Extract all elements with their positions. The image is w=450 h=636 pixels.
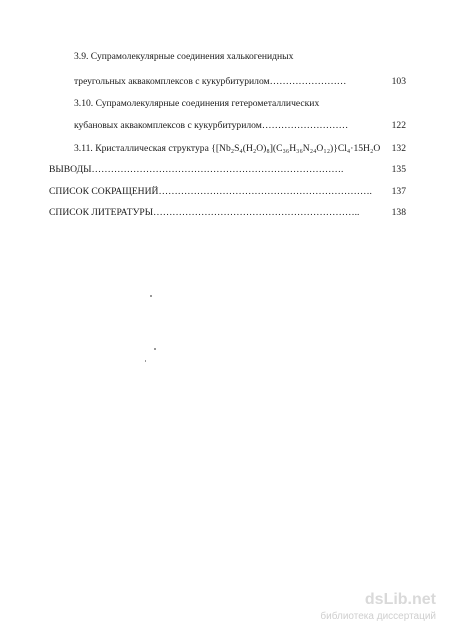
- toc-page-literatury: 138: [391, 207, 406, 218]
- leader-dots: …………………………………………………………………….: [91, 164, 344, 175]
- toc-entry-sokrashcheniy: [49, 186, 372, 198]
- leader-dots: ………………………………………………………….: [158, 186, 372, 197]
- scan-speck: [145, 360, 146, 362]
- toc-entry-3-10-line2: [74, 120, 348, 132]
- toc-entry-3-10-text: кубановых аквакомплексов с кукурбитурилом: [74, 120, 262, 131]
- leader-dots: ………………………: [261, 120, 349, 131]
- watermark: [316, 589, 444, 629]
- toc-entry-3-9-line1: 3.9. Супрамолекулярные соединения халькогенидных: [74, 51, 294, 62]
- leader-dots: ………………………………………………………..: [153, 207, 360, 218]
- toc-page-3-9: 103: [391, 76, 406, 87]
- toc-entry-vyvody-label: ВЫВОДЫ: [49, 164, 92, 175]
- toc-page-vyvody: 135: [391, 164, 406, 175]
- scan-speck: [150, 295, 152, 297]
- toc-page-sokrashcheniy: 137: [391, 186, 406, 197]
- toc-entry-vyvody: [49, 164, 343, 176]
- toc-entry-literatury: [49, 207, 359, 219]
- toc-entry-literatury-label: СПИСОК ЛИТЕРАТУРЫ: [49, 207, 154, 218]
- scan-speck: [154, 348, 156, 350]
- leader-dots: ……………………: [269, 76, 347, 87]
- toc-entry-sokrashcheniy-label: СПИСОК СОКРАЩЕНИЙ: [49, 186, 159, 197]
- toc-entry-3-10-line1: 3.10. Супрамолекулярные соединения гетерометаллических: [74, 98, 320, 109]
- toc-entry-3-9-text: треугольных аквакомплексов с кукурбитурилом: [74, 76, 270, 87]
- watermark-logo: dsLib.net: [364, 591, 436, 608]
- toc-page-3-10: 122: [391, 120, 406, 131]
- watermark-tagline: библиотека диссертаций: [320, 611, 436, 622]
- toc-entry-3-11: 3.11. Кристаллическая структура {[Nb₂S₄(H₂O)₈](C₃₆H₃₆N₂₄O₁₂)}Cl₄·15H₂O: [74, 143, 381, 154]
- toc-entry-3-9-line2: [74, 76, 346, 88]
- toc-page-3-11: 132: [391, 143, 406, 154]
